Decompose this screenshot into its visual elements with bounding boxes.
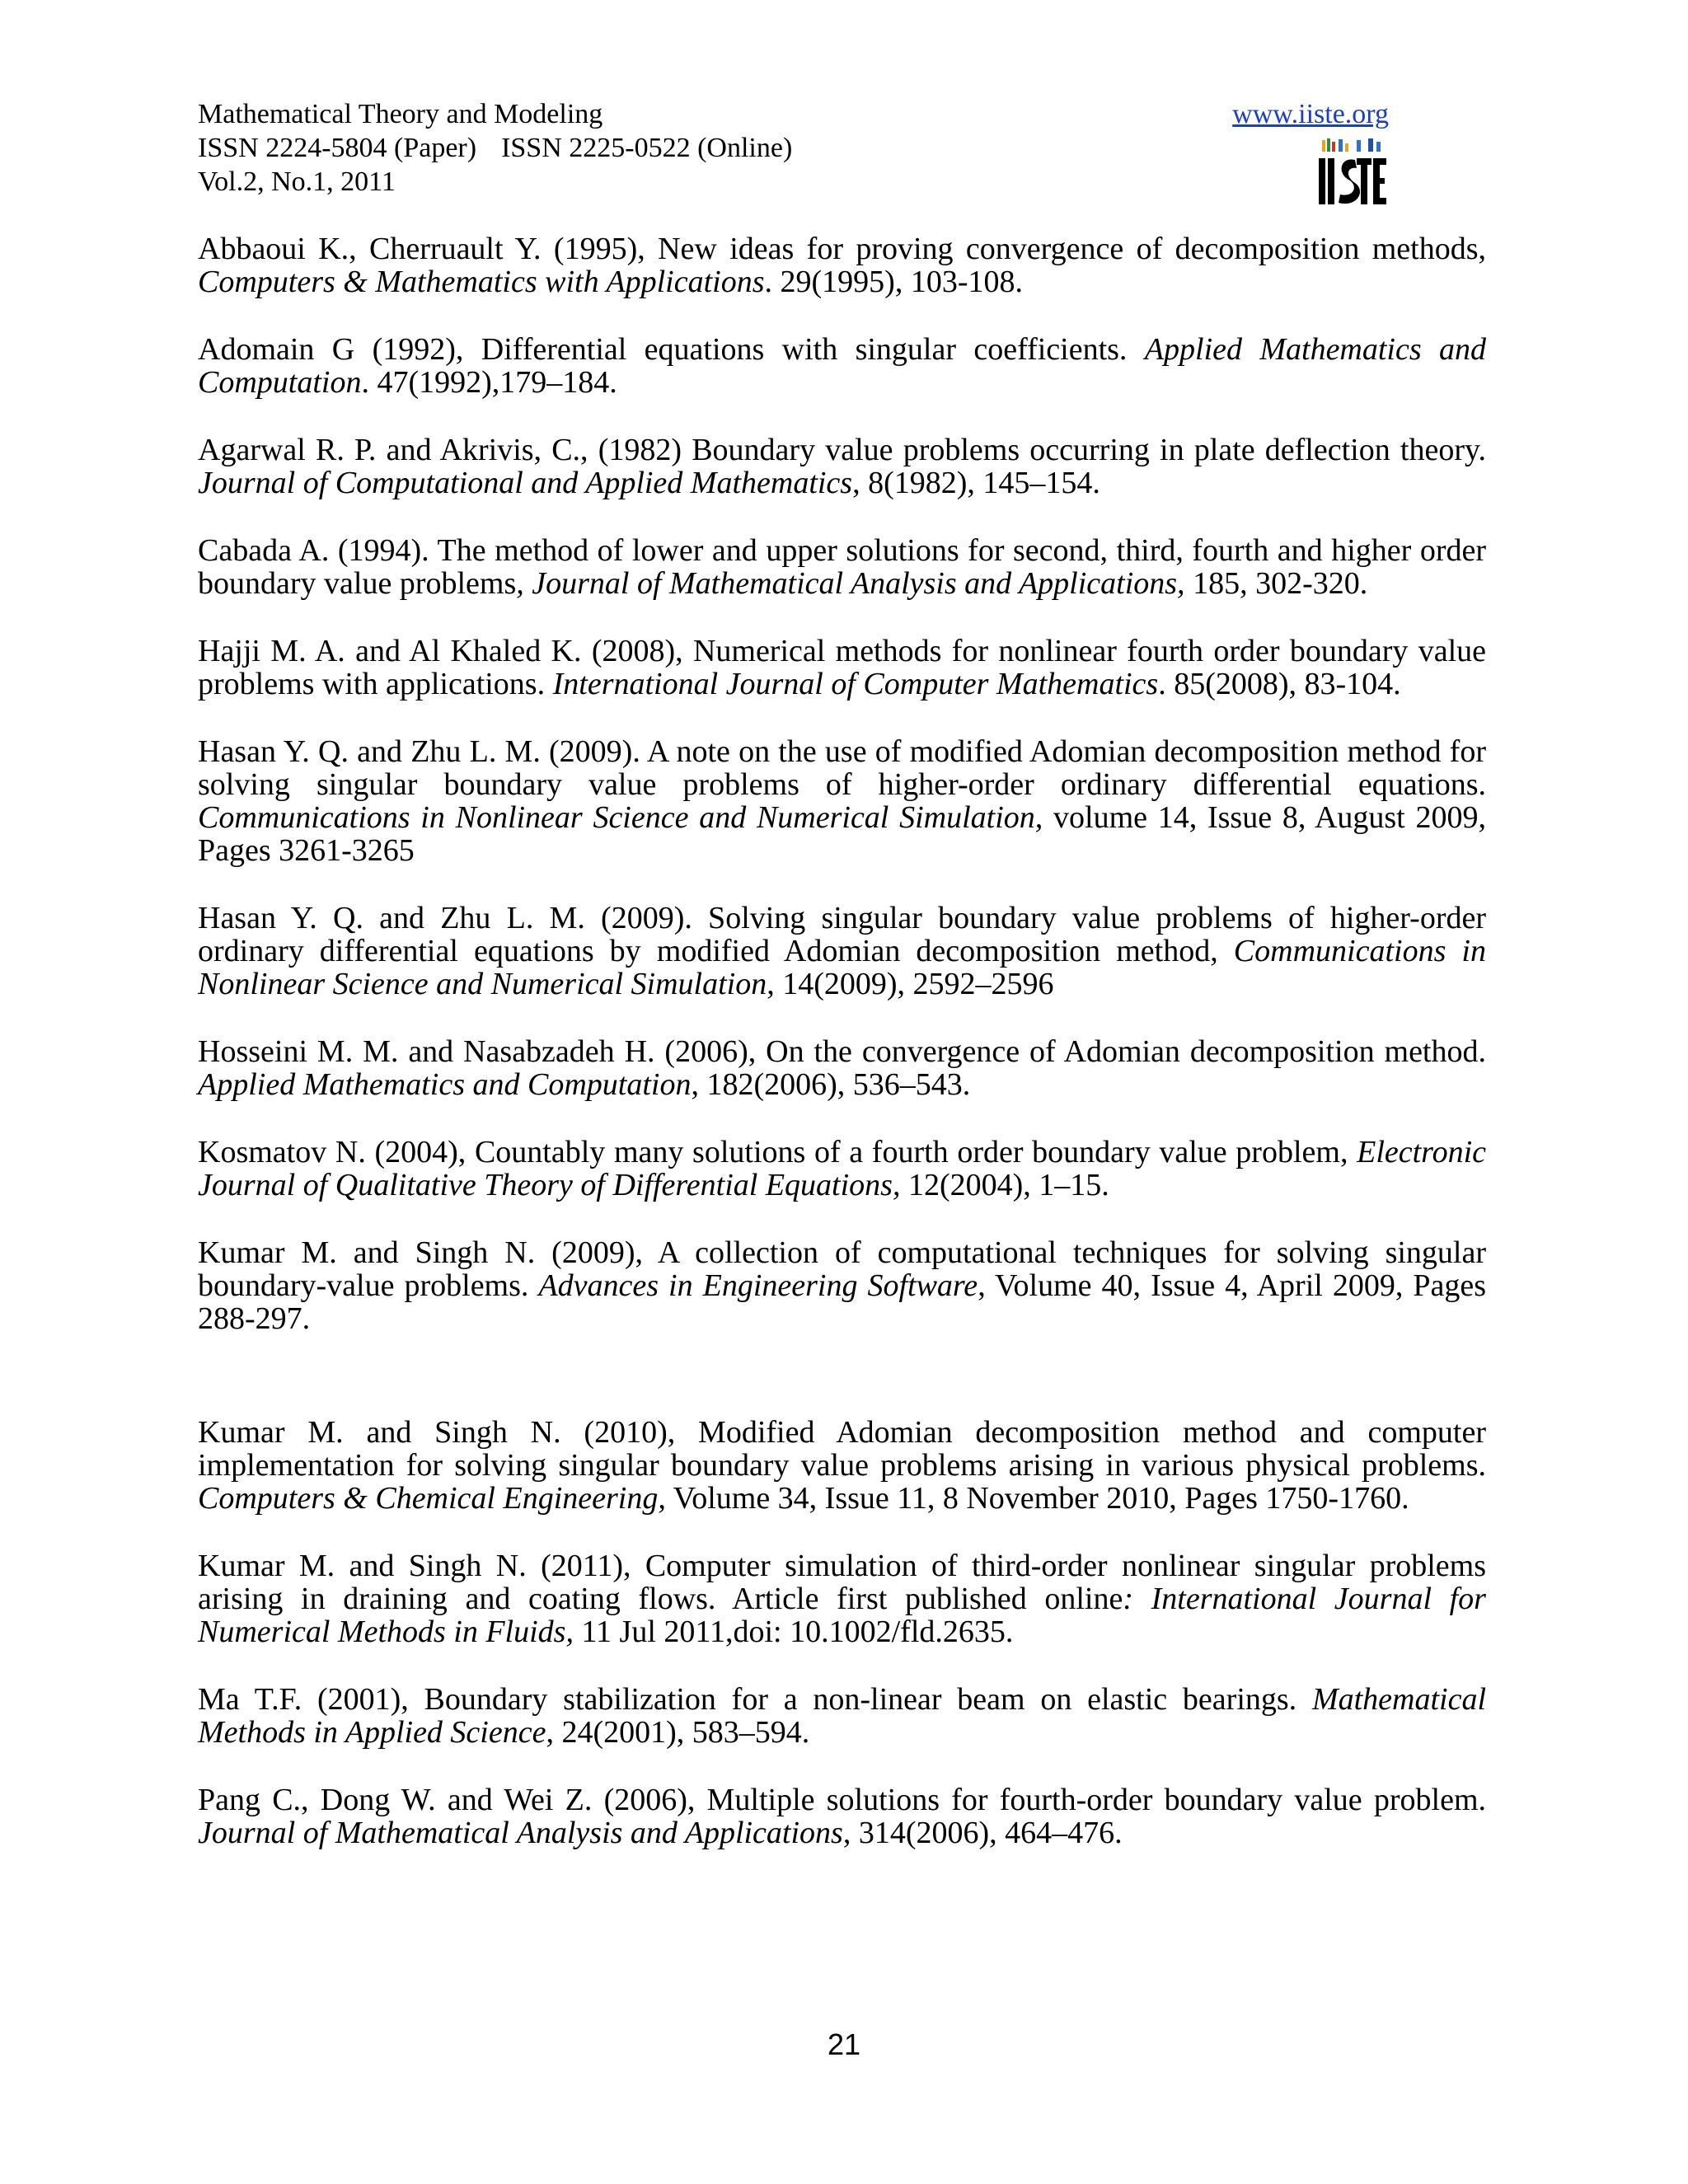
journal-title: Applied Mathematics and Computation — [198, 1067, 692, 1102]
reference-item: Hajji M. A. and Al Khaled K. (2008), Numerical methods for nonlinear fourth order boundary value problems with applications. International Journal of Computer Mathematics. 85(2008), 83-104. — [198, 634, 1486, 701]
reference-item: Cabada A. (1994). The method of lower and upper solutions for second, third, fourth and higher order boundary value problems, Journal of Mathematical Analysis and Applications, 185, 302-320. — [198, 533, 1486, 601]
reference-item: Hasan Y. Q. and Zhu L. M. (2009). A note on the use of modified Adomian decomposition method for solving singular boundary value problems of higher-order ordinary differential equations. Communications in Nonlinear Science and Numerical Simulation, volume 14, Issue 8, August 2009, Pages 3261-3265 — [198, 734, 1486, 868]
journal-name: Mathematical Theory and Modeling — [198, 99, 603, 129]
reference-item: Kumar M. and Singh N. (2009), A collection of computational techniques for solving singular boundary-value problems. Advances in Engineering Software, Volume 40, Issue 4, April 2009, Pages 288-297. — [198, 1235, 1486, 1336]
reference-item: Adomain G (1992), Differential equations with singular coefficients. Applied Mathematics and Computation. 47(1992),179–184. — [198, 332, 1487, 400]
journal-title: Electronic Journal of Qualitative Theory of Differential Equations, — [198, 1135, 1486, 1202]
reference-item: Hosseini M. M. and Nasabzadeh H. (2006), On the convergence of Adomian decomposition method. Applied Mathematics and Computation, 182(2006), 536–543. — [198, 1034, 1486, 1102]
iiste-logo — [1319, 137, 1386, 206]
journal-title: Mathematical Methods in Applied Science — [198, 1682, 1486, 1750]
journal-title: Journal of Computational and Applied Mathematics — [198, 466, 853, 500]
journal-title: Communications in Nonlinear Science and Numerical Simulation, — [198, 800, 1043, 835]
journal-title: International Journal of Computer Mathematics — [552, 667, 1159, 701]
website-link[interactable]: www.iiste.org — [1232, 99, 1389, 129]
issn-paper: ISSN 2224-5804 (Paper) — [198, 133, 477, 163]
journal-title: Advances in Engineering Software — [538, 1268, 978, 1303]
journal-title: : International Journal for Numerical Methods in Fluids, — [198, 1582, 1486, 1649]
reference-item: Kosmatov N. (2004), Countably many solutions of a fourth order boundary value problem, Electronic Journal of Qualitative Theory of Differential Equations, 12(2004), 1–15. — [198, 1135, 1486, 1202]
reference-item: Kumar M. and Singh N. (2011), Computer simulation of third-order nonlinear singular problems arising in draining and coating flows. Article first published online: International Journal for Numerical Methods in Fluids, 11 Jul 2011,doi: 10.1002/fld.2635. — [198, 1549, 1486, 1649]
journal-title: Journal of Mathematical Analysis and Applications — [198, 1816, 843, 1850]
reference-item: Pang C., Dong W. and Wei Z. (2006), Multiple solutions for fourth-order boundary value problem. Journal of Mathematical Analysis and Applications, 314(2006), 464–476. — [198, 1783, 1486, 1850]
journal-title: Communications in Nonlinear Science and Numerical Simulation — [198, 934, 1486, 1001]
journal-title: Applied Mathematics and Computation — [198, 332, 1487, 400]
reference-list — [198, 232, 1486, 1884]
reference-item: Hasan Y. Q. and Zhu L. M. (2009). Solving singular boundary value problems of higher-order ordinary differential equations by modified Adomian decomposition method, Communications in Nonlinear Science and Numerical Simulation, 14(2009), 2592–2596 — [198, 901, 1486, 1001]
reference-item: Agarwal R. P. and Akrivis, C., (1982) Boundary value problems occurring in plate deflection theory. Journal of Computational and Applied Mathematics, 8(1982), 145–154. — [198, 433, 1486, 500]
reference-item: Kumar M. and Singh N. (2010), Modified Adomian decomposition method and computer implementation for solving singular boundary value problems arising in various physical problems. Computers & Chemical Engineering, Volume 34, Issue 11, 8 November 2010, Pages 1750-1760. — [198, 1415, 1486, 1516]
journal-title: Computers & Mathematics with Applications — [198, 265, 765, 299]
issn-online: ISSN 2225-0522 (Online) — [501, 133, 793, 163]
journal-title: Computers & Chemical Engineering, — [198, 1481, 666, 1516]
reference-item: Abbaoui K., Cherruault Y. (1995), New ideas for proving convergence of decomposition methods, Computers & Mathematics with Applications. 29(1995), 103-108. — [198, 232, 1486, 299]
issn-line — [198, 131, 1389, 165]
volume-info: Vol.2, No.1, 2011 — [198, 166, 396, 197]
journal-header — [198, 97, 1389, 199]
page-number: 21 — [827, 2027, 861, 2061]
reference-item: Ma T.F. (2001), Boundary stabilization for a non-linear beam on elastic bearings. Mathematical Methods in Applied Science, 24(2001), 583–594. — [198, 1682, 1486, 1750]
journal-title: , Journal of Mathematical Analysis and Applications, — [516, 566, 1185, 601]
